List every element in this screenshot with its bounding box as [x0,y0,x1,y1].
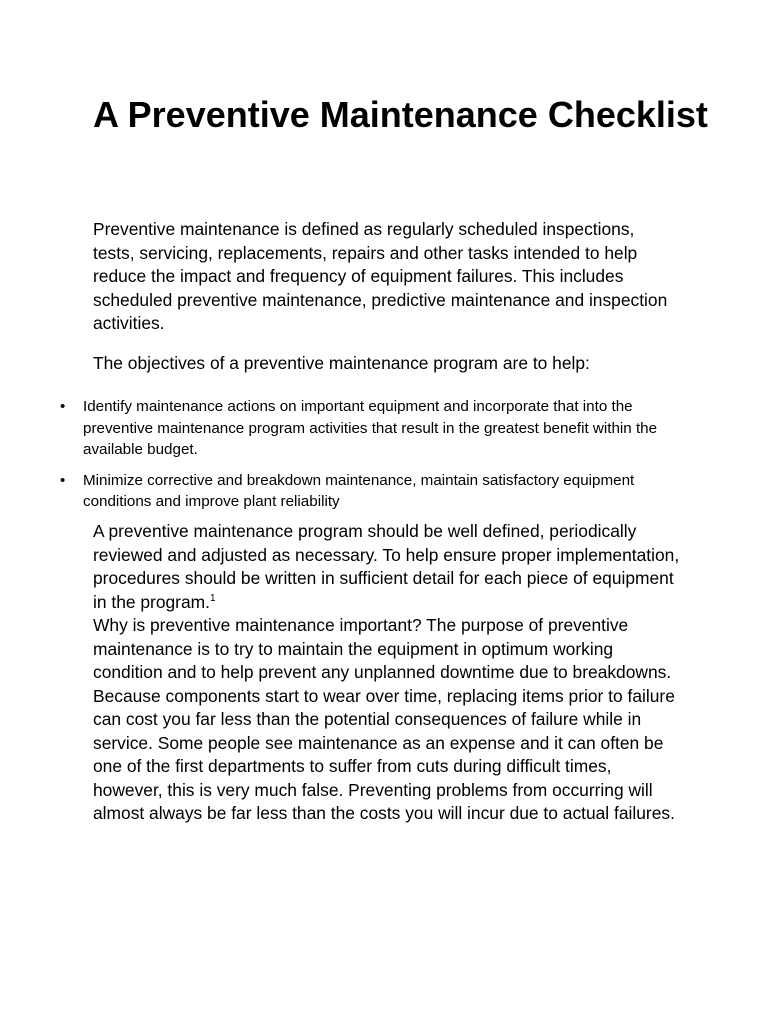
list-item [0,396,683,461]
intro-paragraph: Preventive maintenance is defined as regularly scheduled inspections, tests, servicing, replacements, repairs and other tasks intended to help reduce the impact and frequency of equipment failures. This includes scheduled preventive maintenance, predictive maintenance and inspection activities. [93,219,668,333]
list-item-text: Identify maintenance actions on important equipment and incorporate that into the preventive maintenance program activities that result in the greatest benefit within the available budget. [83,398,658,458]
body-section [93,520,683,826]
objectives-intro: The objectives of a preventive maintenance program are to help: [93,353,590,373]
program-paragraph: A preventive maintenance program should be well defined, periodically reviewed and adjusted as necessary. To help ensure proper implementation, procedures should be written in sufficient detail for each piece of equipment in the program. [93,521,680,612]
document-title: A Preventive Maintenance Checklist [93,94,708,135]
footnote-marker: 1 [209,592,216,604]
bullet-icon: • [60,471,66,489]
bullet-icon: • [60,398,66,415]
list-item-text: Minimize corrective and breakdown maintenance, maintain satisfactory equipment conditions and improve plant reliability [83,471,635,510]
list-item [0,470,683,513]
objectives-list [0,396,768,513]
importance-paragraph: Why is preventive maintenance important? The purpose of preventive maintenance is to try to maintain the equipment in optimum working condition and to help prevent any unplanned downtime due to breakdowns. Because components start to wear over time, replacing items prior to failure can cost you far less than the potential consequences of failure while in service. Some people see maintenance as an expense and it can often be one of the first departments to suffer from cuts during difficult times, however, this is very much false. Preventing problems from occurring will almost always be far less than the costs you will incur due to actual failures. [93,615,675,823]
